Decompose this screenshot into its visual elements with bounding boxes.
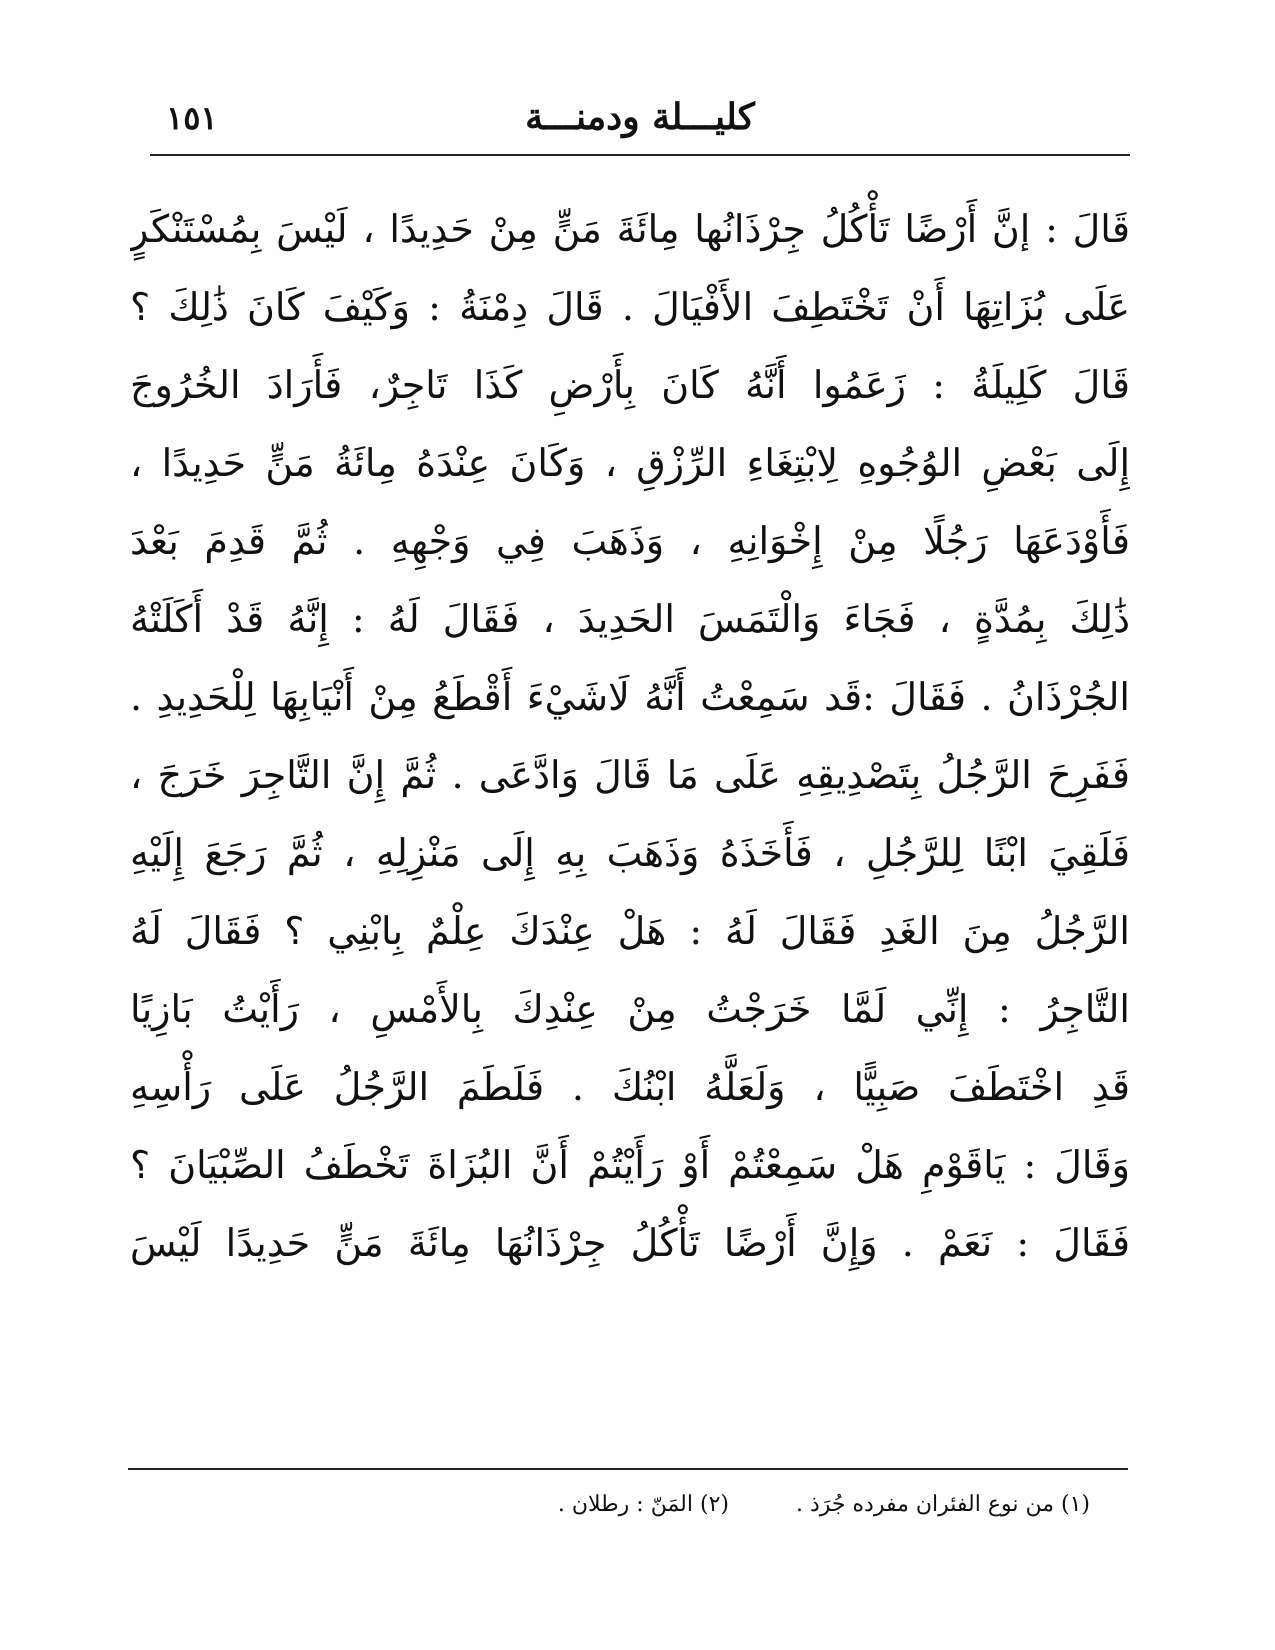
text-line: قَالَ كَلِيلَةُ : زَعَمُوا أَنَّهُ كَانَ بِأَرْضِ كَذَا تَاجِرٌ، فَأَرَادَ الخُرُوجَ [130,363,1130,407]
footnote-divider [128,1468,1128,1470]
header-divider [150,154,1130,156]
footnotes [330,1488,1090,1522]
text-line: ذَٰلِكَ بِمُدَّةٍ ، فَجَاءَ وَالْتَمَسَ الحَدِيدَ ، فَقَالَ لَهُ : إِنَّهُ قَدْ أَكَلَتْهُ [130,597,1130,641]
text-line: فَأَوْدَعَهَا رَجُلًا مِنْ إِخْوَانِهِ ، وَذَهَبَ فِي وَجْهِهِ . ثُمَّ قَدِمَ بَعْدَ [130,519,1130,563]
text-line: قَدِ اخْتَطَفَ صَبِيًّا ، وَلَعَلَّهُ ابْنُكَ . فَلَطَمَ الرَّجُلُ عَلَى رَأْسِهِ [130,1065,1130,1109]
footnote-2: (٢) المَنّ : رطلان . [557,1492,729,1517]
text-line: الرَّجُلُ مِنَ الغَدِ فَقَالَ لَهُ : هَلْ عِنْدَكَ عِلْمٌ بِابْنِي ؟ فَقَالَ لَهُ [130,909,1130,953]
text-line: فَفَرِحَ الرَّجُلُ بِتَصْدِيقِهِ عَلَى مَا قَالَ وَادَّعَى . ثُمَّ إِنَّ التَّاجِرَ خَرَجَ ، [130,753,1130,797]
text-line: قَالَ : إنَّ أَرْضًا تَأْكُلُ جِرْذَانُها مِائَةَ مَنٍّ مِنْ حَدِيدًا ، لَيْسَ بِمُسْتَنْكَرٍ [130,207,1130,251]
page-number: ١٥١ [166,99,218,137]
text-line: فَلَقِيَ ابْنًا لِلرَّجُلِ ، فَأَخَذَهُ وَذَهَبَ بِهِ إِلَى مَنْزِلِهِ ، ثُمَّ رَجَعَ إِلَيْهِ [130,831,1130,875]
text-line: إِلَى بَعْضِ الوُجُوهِ لِابْتِغَاءِ الرِّزْقِ ، وَكَانَ عِنْدَهُ مِائَةُ مَنٍّ حَدِيدًا ، [130,441,1130,485]
text-line: وَقَالَ : يَاقَوْمِ هَلْ سَمِعْتُمْ أَوْ رَأَيْتُمْ أَنَّ البُزَاةَ تَخْطَفُ الصِّبْيَانَ ؟ [130,1143,1130,1187]
text-line: التَّاجِرُ : إِنِّي لَمَّا خَرَجْتُ مِنْ عِنْدِكَ بِالأَمْسِ ، رَأَيْتُ بَازِيًا [130,987,1130,1031]
footnote-1: (١) من نوع الفئران مفرده جُرَذ . [795,1492,1090,1517]
text-line: عَلَى بُزَاتِهَا أَنْ تَخْتَطِفَ الأَفْيَالَ . قَالَ دِمْنَةُ : وَكَيْفَ كَانَ ذَٰلِكَ ؟ [130,285,1130,329]
running-title: كليـــلة ودمنـــة [525,96,755,138]
main-text [130,190,1130,1282]
page-header [150,92,1130,152]
text-line: الجُرْذَانُ . فَقَالَ :قَد سَمِعْتُ أَنَّهُ لَاشَيْءَ أَقْطَعُ مِنْ أَنْيَابِهَا لِلْحَدِيدِ . [130,675,1130,719]
text-line: فَقَالَ : نَعَمْ . وَإِنَّ أَرْضًا تَأْكُلُ جِرْذَانُهَا مِائَةَ مَنٍّ حَدِيدًا لَيْسَ [130,1221,1130,1265]
